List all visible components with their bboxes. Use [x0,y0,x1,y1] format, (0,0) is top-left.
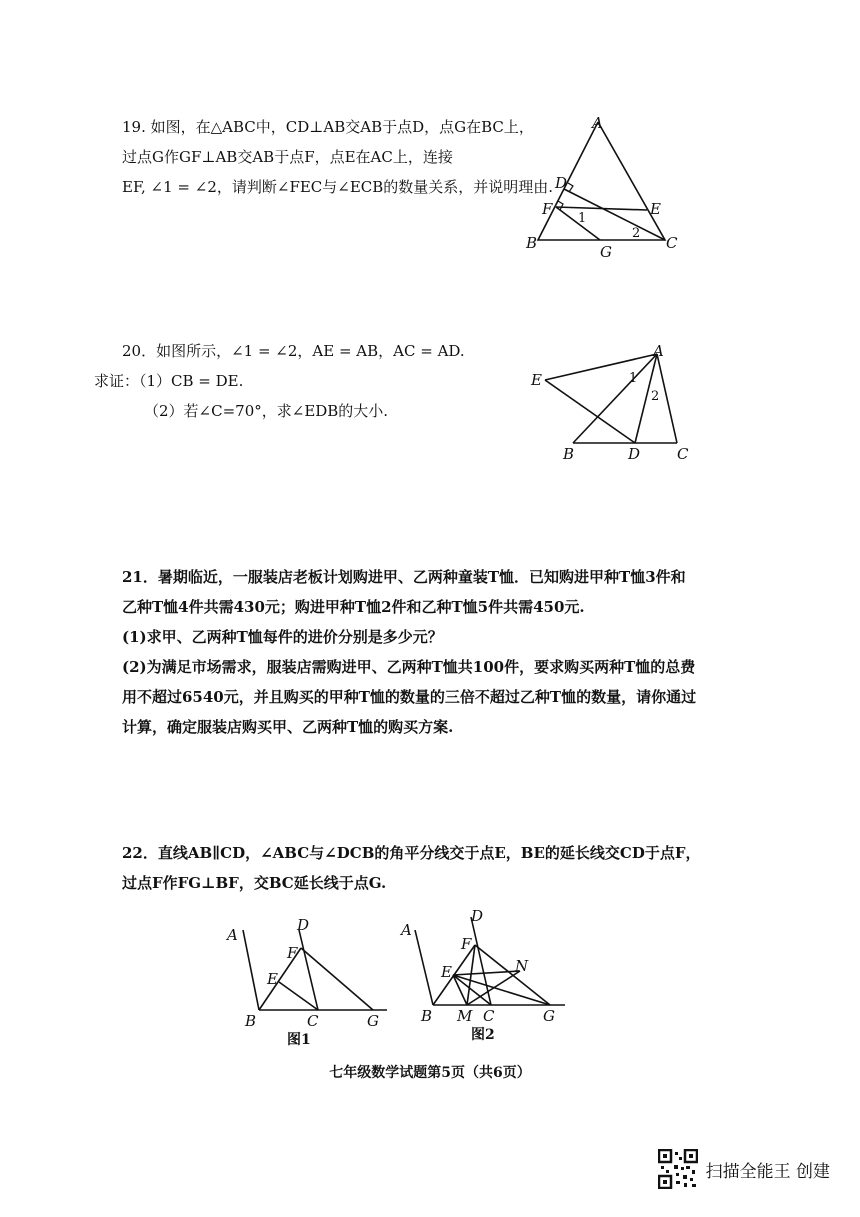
label-a: A [653,342,664,360]
q22-figure-2 [395,905,575,1050]
label-c: C [483,1007,495,1025]
q20-line2: 求证：（1）CB = DE. [94,372,244,390]
label-g: G [367,1012,379,1030]
label-e: E [531,371,542,389]
scanner-watermark [658,1149,830,1189]
line-mn [467,971,520,1005]
label-c: C [307,1012,319,1030]
label-d: D [297,916,310,934]
question-19 [122,112,554,202]
label-e: E [267,970,278,988]
question-20 [94,336,522,426]
label-b: B [526,234,538,252]
angle-2-label: 2 [651,389,660,404]
label-g: G [543,1007,555,1025]
label-f: F [287,944,298,962]
segment-ac [657,354,677,443]
q21-line6: 计算，确定服装店购买甲、乙两种T恤的购买方案. [122,718,454,736]
q20-figure [525,340,705,465]
figure-2-caption: 图2 [471,1027,495,1043]
label-c: C [677,445,689,463]
label-d: D [628,445,641,463]
line-ab [243,930,259,1010]
q19-line1: 19. 如图，在△ABC中，CD⊥AB交AB于点D，点G在BC上， [122,118,534,136]
angle-1-label: 1 [629,371,638,386]
label-b: B [421,1007,433,1025]
line-ab [415,930,433,1005]
label-a: A [227,926,238,944]
label-d: D [555,174,568,192]
q20-line3: （2）若∠C=70°，求∠EDB的大小. [144,402,389,420]
label-d: D [471,907,484,925]
angle-1-label: 1 [578,211,587,226]
label-f: F [542,200,553,218]
label-b: B [245,1012,257,1030]
page-footer: 七年级数学试题第5页（共6页） [329,1065,531,1081]
q21-line3: (1)求甲、乙两种T恤每件的进价分别是多少元？ [122,628,443,646]
q19-line2: 过点G作GF⊥AB交AB于点F，点E在AC上，连接 [122,148,453,166]
q22-figure-1 [215,910,395,1050]
q21-line1: 21．暑期临近，一服装店老板计划购进甲、乙两种童装T恤．已知购进甲种T恤3件和 [122,568,686,586]
label-g: G [600,243,612,261]
label-e: E [441,963,452,981]
question-21 [122,562,742,742]
q22-line2: 过点F作FG⊥BF，交BC延长线于点G. [122,874,387,892]
label-e: E [650,200,661,218]
q20-line1: 20．如图所示，∠1 = ∠2，AE = AB，AC = AD. [122,342,465,360]
label-f: F [461,935,472,953]
label-a: A [592,114,603,132]
qr-code-icon [658,1149,698,1189]
label-a: A [401,921,412,939]
label-n: N [515,957,529,975]
line-fg [301,948,373,1010]
question-22 [122,838,742,898]
angle-2-label: 2 [632,226,641,241]
q21-line2: 乙种T恤4件共需430元；购进甲种T恤2件和乙种T恤5件共需450元. [122,598,585,616]
label-m: M [457,1007,473,1025]
q19-line3: EF, ∠1 = ∠2，请判断∠FEC与∠ECB的数量关系，并说明理由. [122,178,554,196]
q21-line4: (2)为满足市场需求，服装店需购进甲、乙两种T恤共100件，要求购买两种T恤的总费 [122,658,696,676]
watermark-text: 扫描全能王 创建 [705,1161,830,1182]
figure-1-caption: 图1 [287,1032,311,1048]
q21-line5: 用不超过6540元，并且购买的甲种T恤的数量的三倍不超过乙种T恤的数量，请你通过 [122,688,697,706]
segment-ae [545,354,657,380]
q19-figure [520,110,690,265]
q22-line1: 22．直线AB∥CD，∠ABC与∠DCB的角平分线交于点E，BE的延长线交CD于点F， [122,844,701,862]
label-c: C [666,234,678,252]
segment-ed [545,380,635,443]
label-b: B [563,445,575,463]
